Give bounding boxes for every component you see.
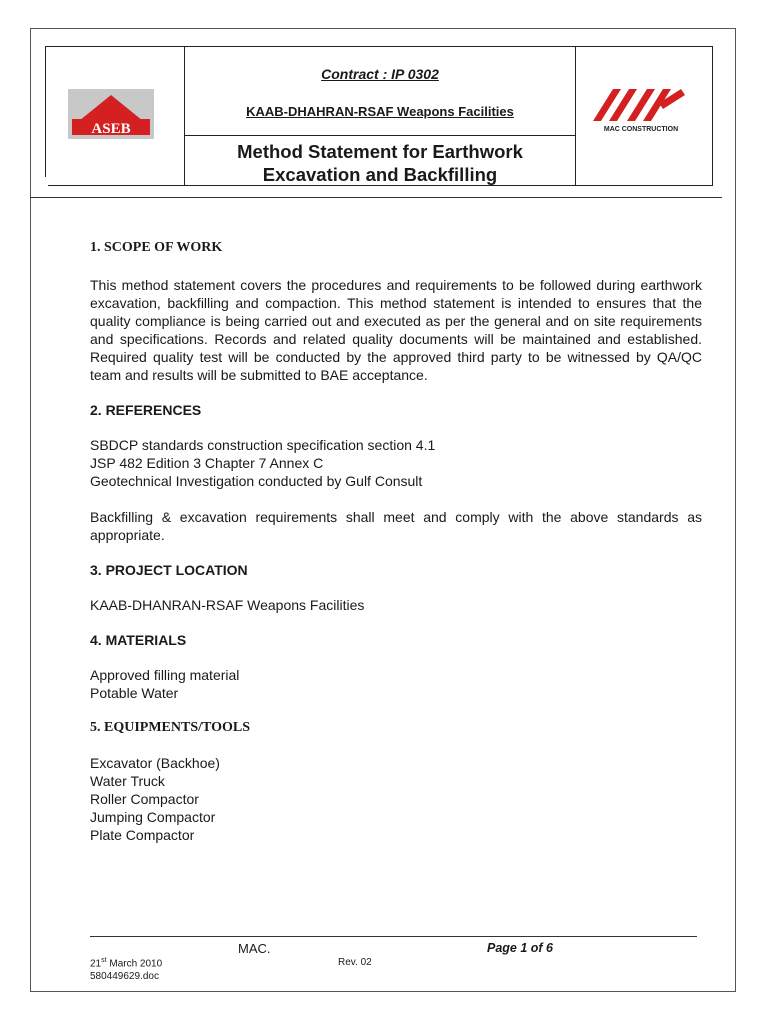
footer-date-month-year: March 2010: [109, 958, 163, 970]
header-divider-right: [575, 47, 576, 185]
reference-item: JSP 482 Edition 3 Chapter 7 Annex C: [90, 455, 324, 471]
equipment-item: Plate Compactor: [90, 827, 195, 843]
location-text: KAAB-DHANRAN-RSAF Weapons Facilities: [90, 597, 365, 613]
equipment-item: Roller Compactor: [90, 791, 199, 807]
footer-company: MAC.: [238, 941, 271, 956]
footer-date: [90, 957, 162, 969]
materials-list: [90, 666, 702, 702]
aseb-logo-text: ASEB: [91, 121, 131, 137]
document-title-line-2: Excavation and Backfilling: [262, 164, 498, 185]
reference-item: SBDCP standards construction specification section 4.1: [90, 437, 436, 453]
footer-date-suffix: st: [101, 957, 107, 964]
document-title: [185, 140, 575, 186]
references-list: [90, 436, 702, 490]
equipment-item: Water Truck: [90, 773, 165, 789]
header-rule: [30, 197, 722, 198]
mac-construction-logo: [591, 81, 691, 135]
materials-heading: 4. MATERIALS: [90, 632, 187, 648]
footer-revision: Rev. 02: [338, 957, 372, 968]
header-divider-middle: [184, 135, 575, 136]
footer-rule: [90, 936, 697, 937]
scope-text: This method statement covers the procedures and requirements to be followed during earthwork excavation, backfilling and compaction. This method statement is intended to ensures that the quality compliance is being carried out and executed as per the general and on site requirements and specifications. Records and related quality documents will be maintained and established. Required quality test will be conducted by the approved third party to be witnessed by QA/QC team and results will be submitted to BAE acceptance.: [90, 277, 702, 383]
material-item: Approved filling material: [90, 667, 240, 683]
equipment-item: Jumping Compactor: [90, 809, 216, 825]
project-name: KAAB-DHAHRAN-RSAF Weapons Facilities: [246, 104, 514, 119]
equipment-heading: 5. EQUIPMENTS/TOOLS: [90, 720, 251, 735]
equipment-list: [90, 754, 702, 844]
document-title-line-1: Method Statement for Earthwork: [237, 141, 523, 162]
location-heading: 3. PROJECT LOCATION: [90, 562, 248, 578]
scope-heading: 1. SCOPE OF WORK: [90, 240, 223, 255]
equipment-item: Excavator (Backhoe): [90, 755, 220, 771]
references-note: Backfilling & excavation requirements shall meet and comply with the above standards as appropriate.: [90, 509, 702, 543]
references-heading: 2. REFERENCES: [90, 402, 202, 418]
material-item: Potable Water: [90, 685, 179, 701]
mac-logo-caption: MAC CONSTRUCTION: [603, 126, 679, 133]
footer-date-day: 21: [90, 958, 102, 970]
reference-item: Geotechnical Investigation conducted by Gulf Consult: [90, 473, 423, 489]
contract-number: Contract : IP 0302: [321, 66, 439, 82]
aseb-logo: [68, 89, 154, 139]
footer-doc-id: 580449629.doc: [90, 971, 159, 982]
page-number: Page 1 of 6: [487, 941, 553, 955]
document-header: [45, 46, 713, 186]
document-body: [90, 240, 702, 844]
